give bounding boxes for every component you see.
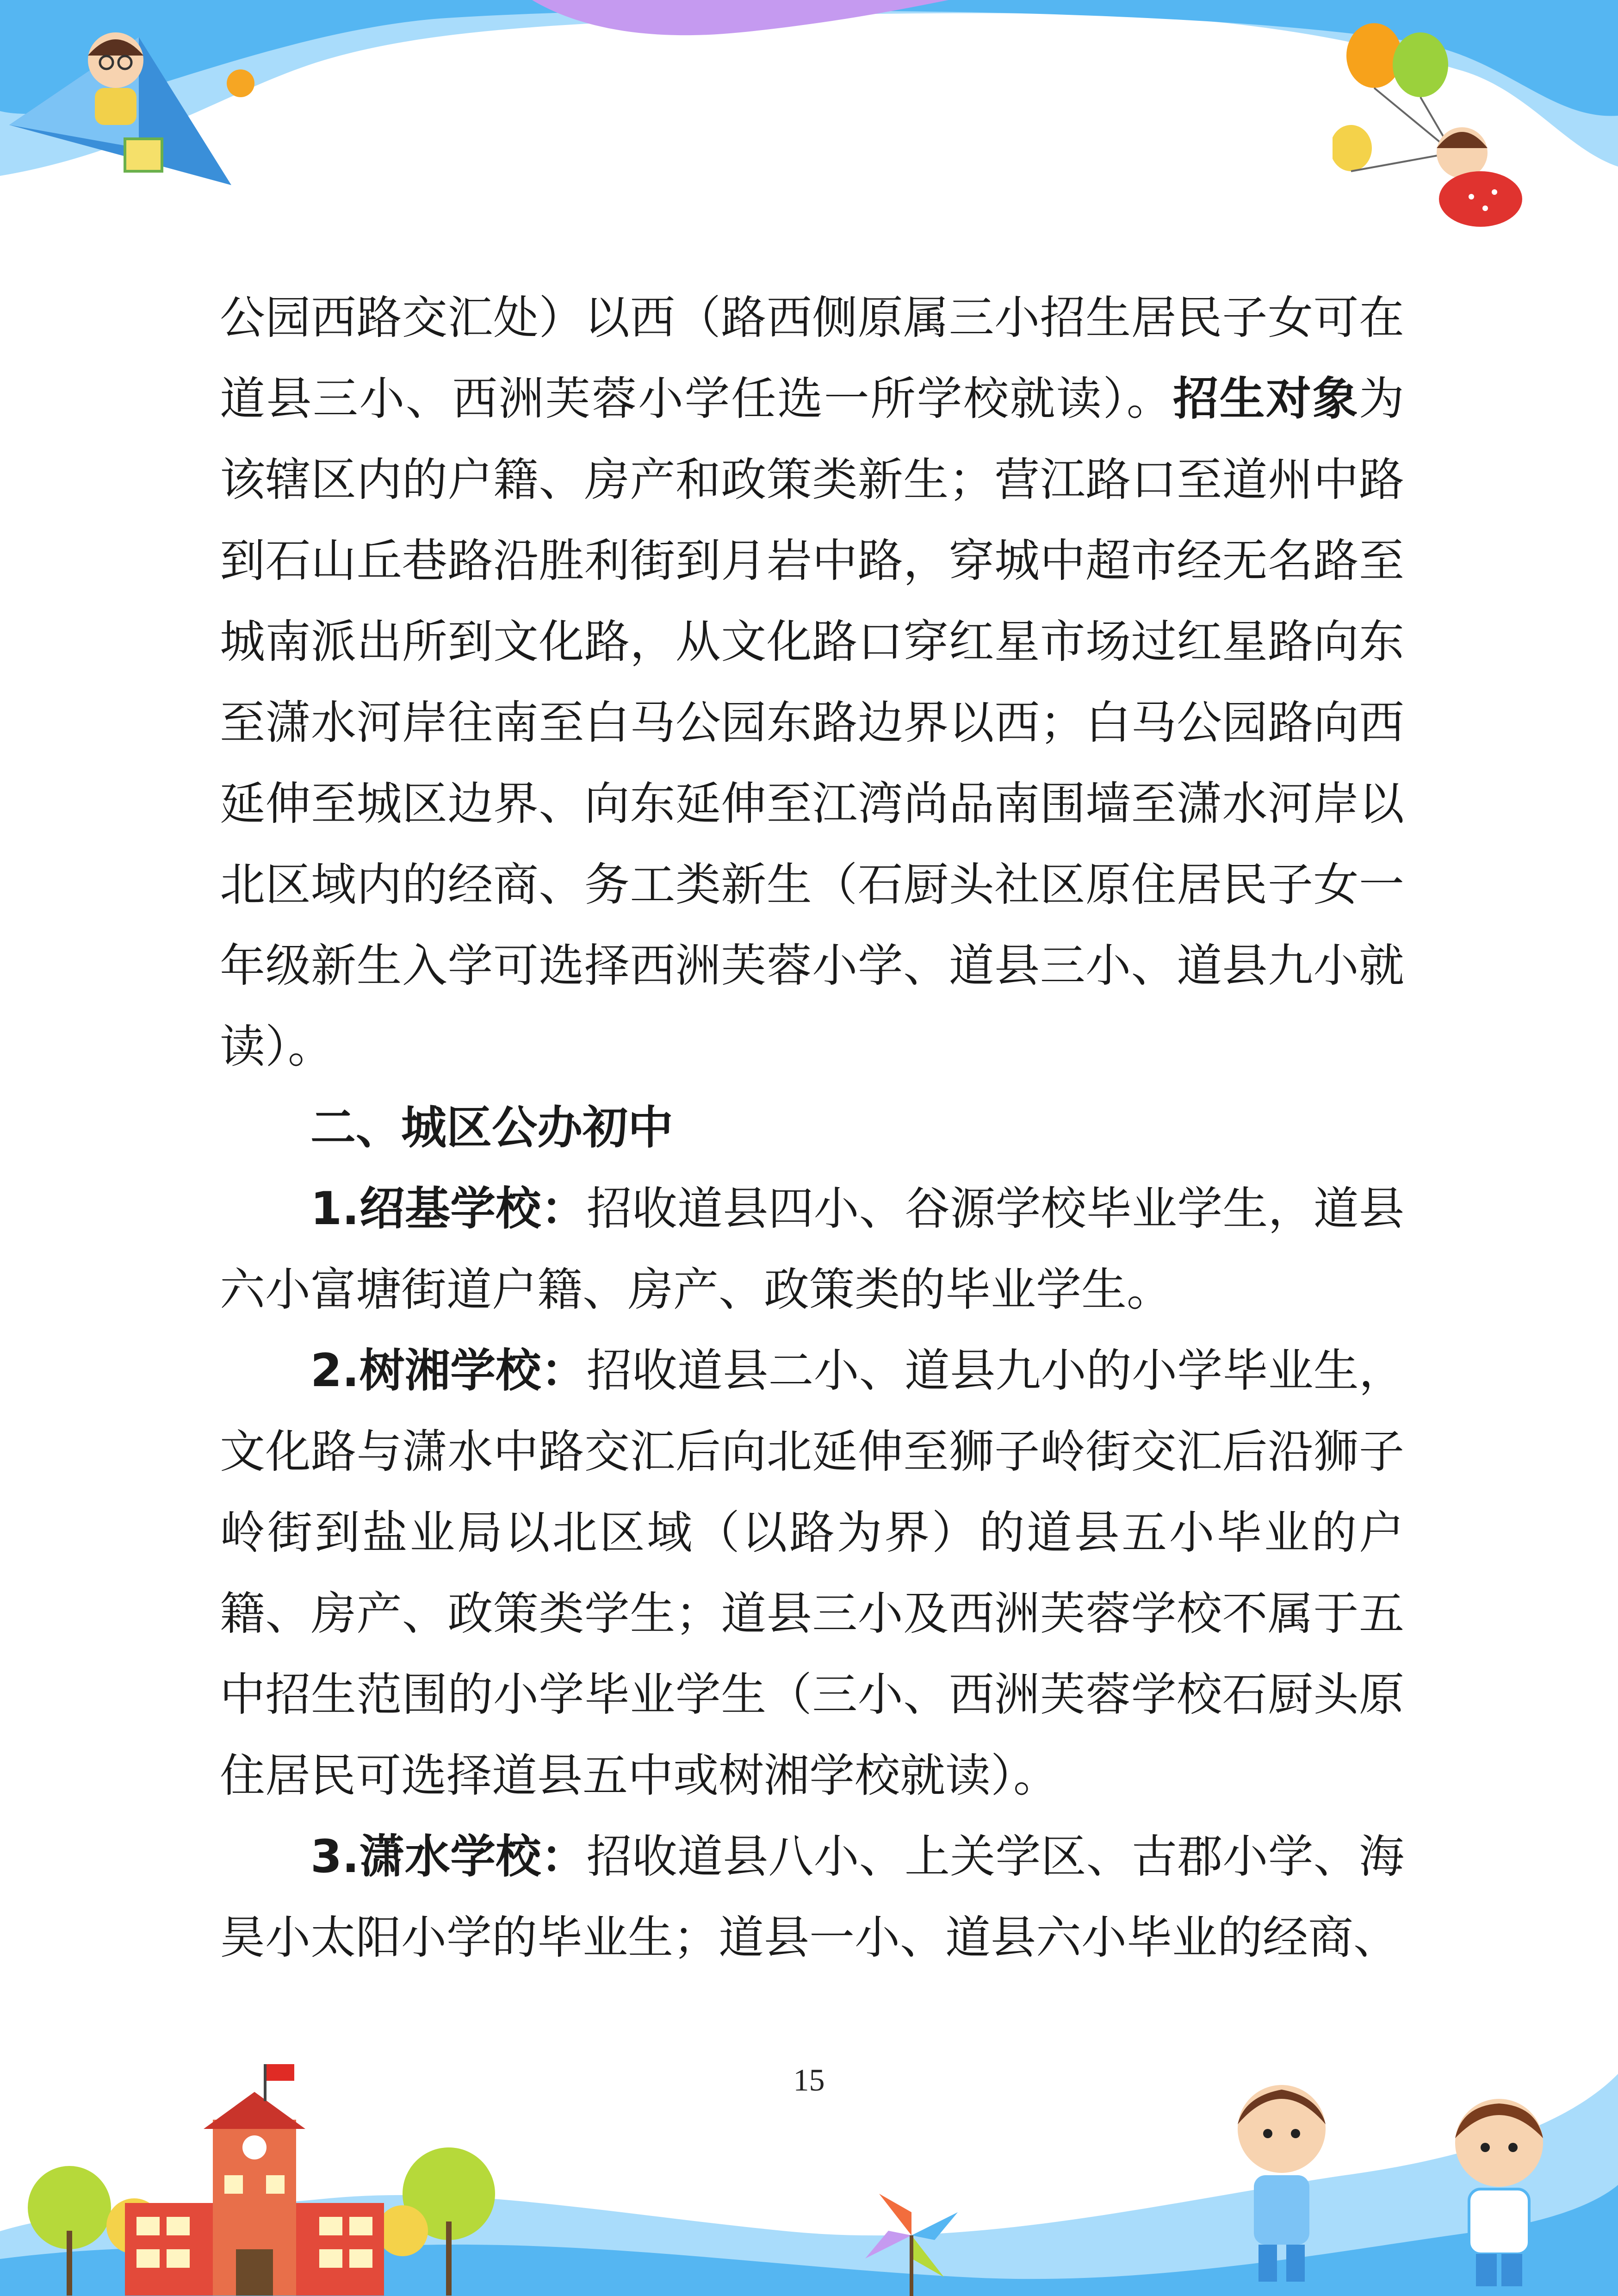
- school-label: 2.树湘学校：: [310, 1344, 587, 1397]
- paragraph-shaoji-school: [220, 1169, 1404, 1331]
- paragraph-shuxiang-school: [220, 1331, 1404, 1817]
- paragraph-text: 招收道县四小、谷源学校毕业学生，道县六小富塘街道户籍、房产、政策类的毕业学生。: [220, 1182, 1404, 1316]
- document-body: [220, 278, 1404, 1979]
- paragraph-boundary-continued: [220, 278, 1404, 1088]
- page-number: 15: [793, 2062, 825, 2097]
- paragraph-text: 招收道县二小、道县九小的小学毕业生，文化路与潇水中路交汇后向北延伸至狮子岭街交汇后沿狮子岭街到盐业局以北区域（以路为界）的道县五小毕业的户籍、房产、政策类学生；道县三小及西洲芙蓉学校不属于五中招生范围的小学毕业学生（三小、西洲芙蓉学校石厨头原住居民可选择道县五中或树湘学校就读）。: [220, 1344, 1404, 1802]
- paragraph-text: 招收道县八小、上关学区、古郡小学、海昊小太阳小学的毕业生；道县一小、道县六小毕业的经商、: [220, 1830, 1404, 1964]
- balloons-girl-illustration: [1333, 14, 1610, 245]
- paragraph-text: 为该辖区内的户籍、房产和政策类新生；营江路口至道州中路到石山丘巷路沿胜利街到月岩中路，穿城中超市经无名路至城南派出所到文化路，从文化路口穿红星市场过红星路向东至潇水河岸往南至白马公园东路边界以西；白马公园路向西延伸至城区边界、向东延伸至江湾尚品南围墙至潇水河岸以北区域内的经商、务工类新生（石厨头社区原住居民子女一年级新生入学可选择西洲芙蓉小学、道县三小、道县九小就读）。: [220, 373, 1404, 1073]
- school-label: 1.绍基学校：: [310, 1182, 587, 1235]
- school-label: 3.潇水学校：: [310, 1830, 587, 1883]
- pinwheel-illustration: [851, 2184, 972, 2296]
- section-heading: 二、城区公办初中: [310, 1101, 674, 1154]
- bold-term: 招生对象: [1173, 373, 1359, 425]
- paper-plane-boy-illustration: [0, 9, 287, 204]
- children-illustration: [1203, 2064, 1606, 2296]
- paragraph-text: 公园西路交汇处）以西（路西侧原属三小招生居民子女可在道县三小、西洲芙蓉小学任选一所学校就读）。: [220, 292, 1404, 425]
